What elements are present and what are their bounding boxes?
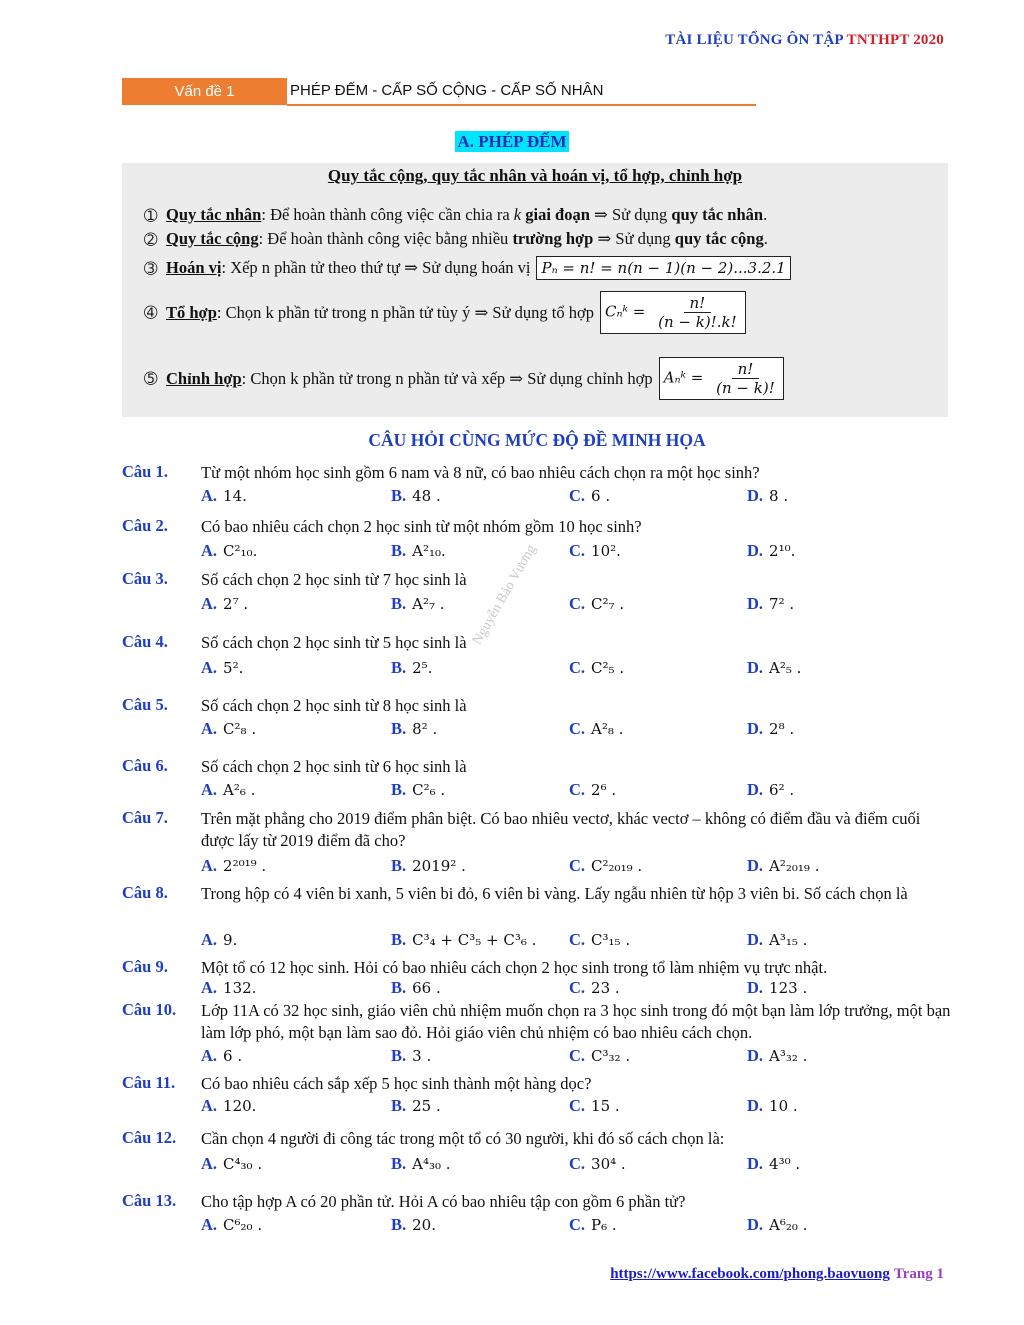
facebook-link[interactable]: https://www.facebook.com/phong.baovuong [610,1266,890,1282]
option-value: 3 . [412,1047,432,1065]
answer-option-c[interactable] [569,658,624,678]
answer-options [201,1154,952,1176]
answer-option-a[interactable] [201,1046,242,1066]
answer-option-a[interactable] [201,1154,262,1174]
question-stem: Có bao nhiêu cách chọn 2 học sinh từ một nhóm gồm 10 học sinh? [201,517,642,536]
option-value: A²₂₀₁₉ . [769,857,820,875]
option-key: C. [569,1046,586,1065]
answer-options [201,1215,952,1237]
rule-combination: ➃ Tổ hợp : Chọn k phần tử trong n phần tử tùy ý ⇒ Sử dụng tổ hợp Cₙᵏ = $\frac{n!}{(n - k)!.k!}$ [144,291,746,334]
option-key: A. [201,541,218,560]
option-key: B. [391,978,407,997]
answer-option-d[interactable] [747,1215,807,1235]
option-key: D. [747,541,764,560]
option-value: 30⁴ . [591,1155,626,1173]
option-value: 20. [412,1216,436,1234]
option-value: A²₈ . [591,720,624,738]
option-value: 66 . [412,979,441,997]
question-label: Câu 12. [122,1128,177,1147]
answer-option-c[interactable] [569,780,616,800]
question-label: Câu 7. [122,808,168,827]
option-value: 8 . [769,487,789,505]
option-key: D. [747,1215,764,1234]
question-label: Câu 4. [122,632,168,651]
option-value: C²₆ . [412,781,446,799]
document-title: TÀI LIỆU TỔNG ÔN TẬP TNTHPT 2020 [665,32,944,48]
answer-option-c[interactable] [569,1046,630,1066]
answer-option-b[interactable] [391,1215,436,1235]
option-value: 123 . [769,979,808,997]
answer-option-d[interactable] [747,719,794,739]
question-label: Câu 1. [122,462,168,481]
question-stem: Từ một nhóm học sinh gồm 6 nam và 8 nữ, có bao nhiêu cách chọn ra một học sinh? [201,463,760,482]
option-key: B. [391,658,407,677]
option-value: 2⁵. [412,659,433,677]
answer-options [201,541,952,563]
answer-option-d[interactable] [747,658,801,678]
option-key: D. [747,658,764,677]
answer-option-a[interactable] [201,486,247,506]
question-label: Câu 3. [122,569,168,588]
section-a-title: A. PHÉP ĐẾM [457,132,567,151]
rule-permutation: ➂ Hoán vị : Xếp n phần tử theo thứ tự ⇒ Sử dụng hoán vị Pₙ = n! = n(n − 1)(n − 2)...3.2.1 [144,256,791,280]
option-key: B. [391,486,407,505]
answer-option-d[interactable] [747,856,819,876]
option-value: C³₁₅ . [591,931,631,949]
answer-option-a[interactable] [201,856,266,876]
option-value: 8² . [412,720,438,738]
answer-options [201,978,952,1000]
answer-options [201,486,952,508]
option-value: C²₈ . [223,720,257,738]
option-value: 15 . [591,1097,620,1115]
option-value: C²₅ . [591,659,625,677]
option-value: A²₅ . [769,659,802,677]
question-label: Câu 9. [122,957,168,976]
page-number: Trang 1 [893,1266,944,1282]
answer-options [201,1046,952,1068]
combination-formula: Cₙᵏ = $\frac{n!}{(n - k)!.k!}$ [600,291,746,334]
option-value: 48 . [412,487,441,505]
answer-option-d[interactable] [747,594,794,614]
option-key: D. [747,930,764,949]
footer [610,1266,944,1283]
option-key: C. [569,719,586,738]
watermark: Nguyễn Bảo Vương [470,542,540,648]
question-stem: Cần chọn 4 người đi công tác trong một tổ có 30 người, khi đó số cách chọn là: [201,1129,725,1148]
question-label: Câu 10. [122,1000,177,1019]
option-key: B. [391,541,407,560]
answer-options [201,1096,952,1118]
answer-option-b[interactable] [391,1154,451,1174]
question-label: Câu 2. [122,516,168,535]
option-value: 2019² . [412,857,466,875]
option-key: D. [747,1046,764,1065]
answer-options [201,719,952,741]
question-stem: Số cách chọn 2 học sinh từ 5 học sinh là [201,633,467,652]
option-value: 4³⁰ . [769,1155,801,1173]
option-key: A. [201,1096,218,1115]
option-key: C. [569,978,586,997]
answer-option-c[interactable] [569,594,624,614]
option-value: 6² . [769,781,795,799]
answer-option-b[interactable] [391,930,536,950]
question-stem: Cho tập hợp A có 20 phần tử. Hỏi A có bao nhiêu tập con gồm 6 phần tử? [201,1192,686,1211]
answer-option-a[interactable] [201,930,237,950]
answer-option-a[interactable] [201,978,256,998]
theory-box [122,163,948,417]
option-value: A⁴₃₀ . [412,1155,451,1173]
rule-arrangement: ➄ Chỉnh hợp : Chọn k phần tử trong n phần tử và xếp ⇒ Sử dụng chỉnh hợp Aₙᵏ = $\frac{n!}{(n - k)!}$ [144,357,784,400]
rule-addition: ➁ Quy tắc cộng : Để hoàn thành công việc bằng nhiều trường hợp ⇒ Sử dụng quy tắc cộng . [144,229,768,249]
answer-option-b[interactable] [391,978,441,998]
option-key: D. [747,1096,764,1115]
question-stem: Số cách chọn 2 học sinh từ 7 học sinh là [201,570,467,589]
question-stem: Trên mặt phẳng cho 2019 điểm phân biệt. Có bao nhiêu vectơ, khác vectơ – không có điểm đầu và điểm cuối được lấy từ 2019 điểm đã cho? [201,809,921,850]
answer-option-b[interactable] [391,780,445,800]
option-key: B. [391,1046,407,1065]
option-key: B. [391,1215,407,1234]
answer-option-d[interactable] [747,978,807,998]
answer-option-a[interactable] [201,658,243,678]
answer-option-b[interactable] [391,658,432,678]
answer-option-d[interactable] [747,541,795,561]
option-key: A. [201,658,218,677]
option-key: C. [569,1096,586,1115]
question-stem: Trong hộp có 4 viên bi xanh, 5 viên bi đỏ, 6 viên bi vàng. Lấy ngẫu nhiên từ hộp 3 viên bi. Số cách chọn là [201,884,908,903]
answer-options [201,780,952,802]
questions-heading: CÂU HỎI CÙNG MỨC ĐỘ ĐỀ MINH HỌA [368,430,706,450]
option-key: A. [201,719,218,738]
answer-options [201,930,952,952]
answer-option-a[interactable] [201,1215,262,1235]
option-value: 6 . [223,1047,243,1065]
question-stem: Một tổ có 12 học sinh. Hỏi có bao nhiêu cách chọn 2 học sinh trong tổ làm nhiệm vụ trực nhật. [201,958,828,977]
answer-option-d[interactable] [747,780,794,800]
answer-options [201,594,952,616]
answer-option-c[interactable] [569,1154,626,1174]
option-key: D. [747,594,764,613]
answer-option-a[interactable] [201,1096,256,1116]
option-key: D. [747,978,764,997]
option-key: A. [201,1046,218,1065]
option-value: 14. [223,487,247,505]
answer-option-a[interactable] [201,541,257,561]
answer-option-d[interactable] [747,1096,798,1116]
option-value: 23 . [591,979,620,997]
answer-option-c[interactable] [569,1215,617,1235]
option-key: D. [747,856,764,875]
option-value: C⁴₃₀ . [223,1155,263,1173]
answer-option-b[interactable] [391,541,446,561]
question-stem: Số cách chọn 2 học sinh từ 8 học sinh là [201,696,467,715]
option-key: A. [201,486,218,505]
option-value: C³₃₂ . [591,1047,631,1065]
answer-option-a[interactable] [201,719,256,739]
option-key: B. [391,930,407,949]
question-label: Câu 5. [122,695,168,714]
answer-option-a[interactable] [201,780,255,800]
option-key: B. [391,780,407,799]
option-key: A. [201,1154,218,1173]
option-value: C²₂₀₁₉ . [591,857,643,875]
option-value: 5². [223,659,244,677]
option-key: C. [569,658,586,677]
answer-option-d[interactable] [747,486,788,506]
answer-option-d[interactable] [747,930,807,950]
option-key: B. [391,1096,407,1115]
option-value: A³₁₅ . [769,931,808,949]
option-value: 132. [223,979,257,997]
answer-option-a[interactable] [201,594,248,614]
answer-option-b[interactable] [391,856,466,876]
answer-option-c[interactable] [569,930,630,950]
option-value: 2⁷ . [223,595,249,613]
option-key: C. [569,930,586,949]
option-key: C. [569,1154,586,1173]
option-value: C³₄ + C³₅ + C³₆ . [412,931,537,949]
chapter-tag: Vấn đề 1 [122,78,287,105]
option-value: C²₁₀. [223,542,258,560]
option-value: A²₆ . [223,781,256,799]
question-stem: Có bao nhiêu cách sắp xếp 5 học sinh thành một hàng dọc? [201,1074,592,1093]
chapter-underline [287,104,756,106]
option-value: 6 . [591,487,611,505]
answer-option-c[interactable] [569,856,642,876]
option-value: A⁶₂₀ . [769,1216,808,1234]
option-key: A. [201,1215,218,1234]
answer-options [201,658,952,680]
answer-option-c[interactable] [569,978,620,998]
option-key: C. [569,856,586,875]
arrangement-formula: Aₙᵏ = $\frac{n!}{(n - k)!}$ [659,357,784,400]
question-label: Câu 11. [122,1073,176,1092]
question-stem: Lớp 11A có 32 học sinh, giáo viên chủ nhiệm muốn chọn ra 3 học sinh trong đó một bạn làm lớp trưởng, một bạn làm lớp phó, một bạn làm sao đỏ. Hỏi giáo viên chủ nhiệm có bao nhiêu cách chọn. [201,1001,951,1042]
answer-option-c[interactable] [569,1096,620,1116]
option-key: B. [391,856,407,875]
option-value: 120. [223,1097,257,1115]
option-key: B. [391,594,407,613]
option-value: A³₃₂ . [769,1047,808,1065]
option-value: C⁶₂₀ . [223,1216,263,1234]
option-value: A²₁₀. [412,542,446,560]
rule-multiplication: ➀ Quy tắc nhân : Để hoàn thành công việc cần chia ra k giai đoạn ⇒ Sử dụng quy tắc nhân . [144,205,768,225]
answer-option-b[interactable] [391,486,441,506]
option-key: C. [569,1215,586,1234]
option-value: 2²⁰¹⁹ . [223,857,267,875]
option-key: A. [201,780,218,799]
option-key: A. [201,856,218,875]
option-key: B. [391,719,407,738]
option-key: C. [569,594,586,613]
answer-option-b[interactable] [391,719,437,739]
answer-option-c[interactable] [569,719,623,739]
option-value: 2⁶ . [591,781,617,799]
option-value: 2⁸ . [769,720,795,738]
option-value: 25 . [412,1097,441,1115]
answer-option-d[interactable] [747,1154,800,1174]
option-value: 10 . [769,1097,798,1115]
question-label: Câu 6. [122,756,168,775]
option-value: C²₇ . [591,595,625,613]
question-label: Câu 8. [122,883,168,902]
theory-heading: Quy tắc cộng, quy tắc nhân và hoán vị, tổ hợp, chỉnh hợp [327,166,743,185]
option-key: A. [201,930,218,949]
option-key: B. [391,1154,407,1173]
option-key: C. [569,780,586,799]
option-key: D. [747,1154,764,1173]
answer-option-b[interactable] [391,1096,441,1116]
chapter-banner [122,78,756,106]
question-label: Câu 13. [122,1191,177,1210]
answer-option-c[interactable] [569,541,621,561]
chapter-title: PHÉP ĐẾM - CẤP SỐ CỘNG - CẤP SỐ NHÂN [290,82,604,99]
answer-option-c[interactable] [569,486,610,506]
option-key: D. [747,486,764,505]
option-key: A. [201,594,218,613]
option-value: 2¹⁰. [769,542,796,560]
answer-option-b[interactable] [391,1046,431,1066]
permutation-formula: Pₙ = n! = n(n − 1)(n − 2)...3.2.1 [536,256,790,280]
option-value: P₆ . [591,1216,617,1234]
option-value: 7² . [769,595,795,613]
option-key: A. [201,978,218,997]
option-value: 10². [591,542,621,560]
option-key: C. [569,486,586,505]
question-stem: Số cách chọn 2 học sinh từ 6 học sinh là [201,757,467,776]
option-key: D. [747,719,764,738]
option-key: D. [747,780,764,799]
answer-option-d[interactable] [747,1046,807,1066]
answer-options [201,856,952,878]
option-value: A²₇ . [412,595,445,613]
option-value: 9. [223,931,238,949]
option-key: C. [569,541,586,560]
answer-option-b[interactable] [391,594,445,614]
